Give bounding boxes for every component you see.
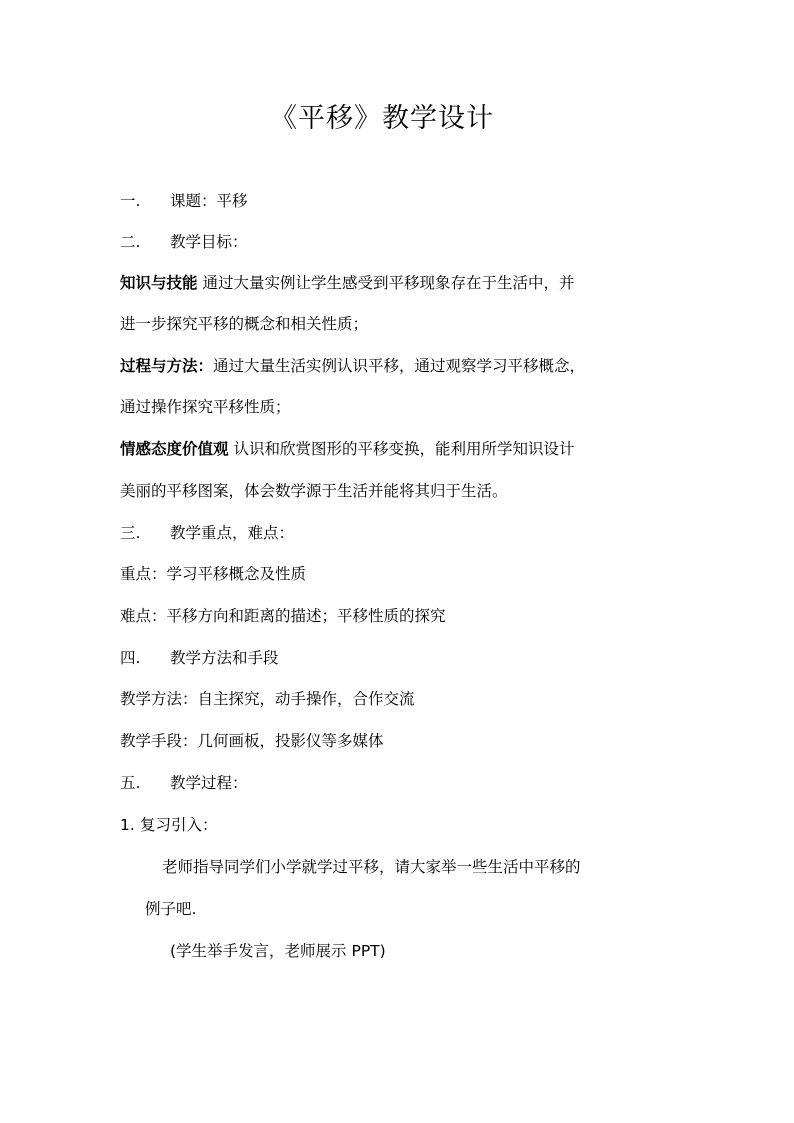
section-text: 教学过程： xyxy=(170,774,248,792)
step-number: 1. xyxy=(120,816,135,834)
process-label: 过程与方法： xyxy=(120,357,214,375)
section-key-points xyxy=(120,522,680,544)
difficult-point: 难点：平移方向和距离的描述；平移性质的探究 xyxy=(120,607,446,625)
section-number: 四. xyxy=(120,649,141,667)
section-number: 五. xyxy=(120,774,141,792)
process-text: 通过大量生活实例认识平移，通过观察学习平移概念， xyxy=(213,357,586,375)
section-text: 教学目标： xyxy=(170,233,248,251)
step-review xyxy=(120,814,680,836)
section-number: 一. xyxy=(120,192,141,210)
section-objectives xyxy=(120,231,680,253)
emotion-objective-line2: 美丽的平移图案，体会数学源于生活并能将其归于生活。 xyxy=(120,482,508,500)
emotion-objective-line1 xyxy=(120,438,680,460)
section-process xyxy=(120,772,680,794)
process-objective-line1 xyxy=(120,355,680,377)
section-number: 二. xyxy=(120,233,141,251)
page-title: 《平移》教学设计 xyxy=(270,103,494,134)
section-number: 三. xyxy=(120,524,141,542)
section-topic xyxy=(120,190,680,212)
emotion-label: 情感态度价值观 xyxy=(120,440,229,458)
skill-label: 知识与技能 xyxy=(120,274,198,292)
step-text: 复习引入： xyxy=(140,816,218,834)
section-text: 教学重点，难点： xyxy=(170,524,295,542)
emotion-text: 认识和欣赏图形的平移变换，能利用所学知识设计 xyxy=(233,440,575,458)
intro-paragraph-line2: 例子吧. xyxy=(145,900,197,918)
skill-objective-line1 xyxy=(120,272,680,294)
teaching-means: 教学手段：几何画板，投影仪等多媒体 xyxy=(120,732,384,750)
skill-text: 通过大量实例让学生感受到平移现象存在于生活中，并 xyxy=(202,274,575,292)
section-text: 教学方法和手段 xyxy=(170,649,279,667)
process-objective-line2: 通过操作探究平移性质； xyxy=(120,398,291,416)
note-text: (学生举手发言，老师展示 PPT) xyxy=(170,942,386,960)
key-point: 重点：学习平移概念及性质 xyxy=(120,565,307,583)
skill-objective-line2: 进一步探究平移的概念和相关性质； xyxy=(120,315,369,333)
intro-paragraph-line1: 老师指导同学们小学就学过平移，请大家举一些生活中平移的 xyxy=(162,858,581,876)
section-text: 课题：平移 xyxy=(170,192,248,210)
section-methods xyxy=(120,647,680,669)
teaching-method: 教学方法：自主探究，动手操作，合作交流 xyxy=(120,690,415,708)
